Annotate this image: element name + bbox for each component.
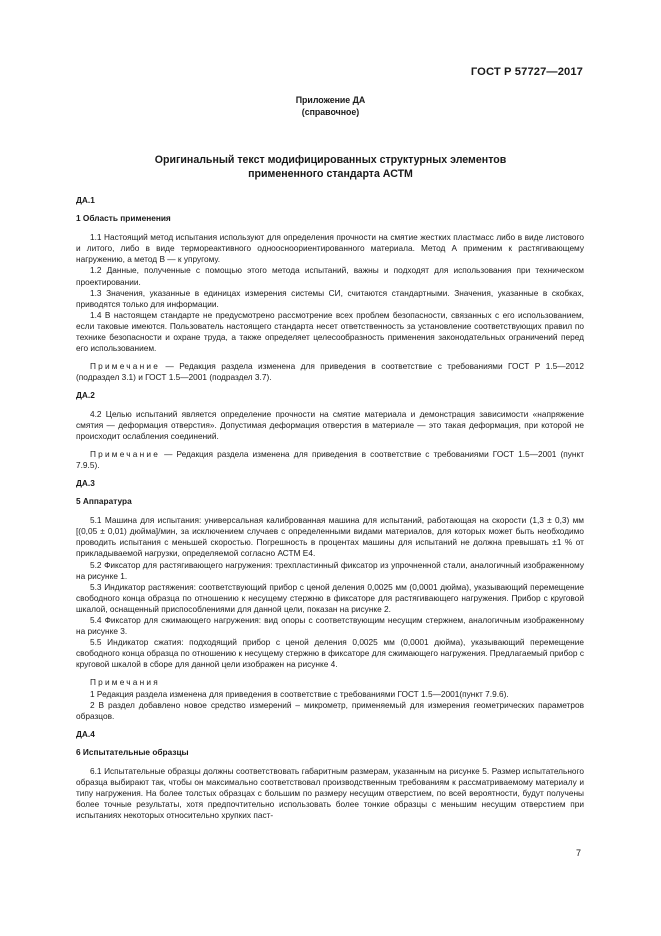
section-label-da3: ДА.3	[76, 477, 95, 488]
paragraph-5-5: 5.5 Индикатор сжатия: подходящий прибор с ценой деления 0,0025 мм (0,0001 дюйма), указывающий перемещение свободного конца образца по отношению к несущему стержню в фиксаторе для сжимающего нагружения. Предлагаемый прибор с круговой шкалой в сборе для данной цели изображен на рисунке 4.	[76, 637, 584, 670]
note-label: Примечание	[90, 448, 161, 459]
note-text: — Редакция раздела изменена для приведения в соответствие с требованиями ГОСТ Р 1.5—2012 (подраздел 3.1) и ГОСТ 1.5—2001 (подраздел 3.7).	[76, 361, 584, 383]
note-da2	[76, 449, 584, 471]
paragraph-5-1: 5.1 Машина для испытания: универсальная калиброванная машина для испытаний, работающая на скорости (1,3 ± 0,3) мм [(0,05 ± 0,01) дюйма]/мин, за исключением случаев с определенными видами материалов, для которых может быть необходимо проводить испытания с меньшей скоростью. Погрешность в процентах машины для испытаний не должна превышать ±1 % от прикладываемой нагрузки, определяемой согласно АСТМ Е4.	[76, 515, 584, 559]
section-label-da1: ДА.1	[76, 195, 95, 205]
section-heading-apparatus: 5 Аппаратура	[76, 496, 132, 507]
paragraph-1-1: 1.1 Настоящий метод испытания используют для определения прочности на смятие жестких пластмасс либо в виде листового и литого, либо в виде термореактивного одноосноориентированного материала. Метод А применим к растягивающему нагружению, а метод В — к упругому.	[76, 232, 584, 265]
appendix-subtitle: (справочное)	[301, 107, 360, 117]
note-label: Примечание	[90, 361, 161, 372]
paragraph-1-2: 1.2 Данные, полученные с помощью этого метода испытаний, важны и подходят для использования при техническом проектировании.	[76, 265, 584, 287]
appendix-title: Приложение ДА	[295, 95, 366, 105]
document-body	[76, 195, 584, 822]
note-text: — Редакция раздела изменена для приведения в соответствие с требованиями ГОСТ 1.5—2001 (пункт 7.9.5).	[76, 448, 584, 470]
paragraph-6-1: 6.1 Испытательные образцы должны соответствовать габаритным размерам, указанным на рисунке 5. Размер испытательного образца выбирают так, чтобы он максимально соответствовал производственным требованиям к рассматриваемому материалу и типу нагружения. На более толстых образцах с большим по размеру несущим отверстием, по всей вероятности, будут получены более точные результаты, хотя предпочтительно использовать более тонкие образцы с меньшим несущим отверстием при испытаниях некоторых относительно хрупких паст-	[76, 766, 584, 821]
paragraph-1-3: 1.3 Значения, указанные в единицах измерения системы СИ, считаются стандартными. Значения, указанные в скобках, приводятся только для информации.	[76, 287, 584, 309]
page-number: 7	[575, 848, 581, 858]
document-number: ГОСТ Р 57727—2017	[470, 66, 583, 78]
paragraph-5-4: 5.4 Фиксатор для сжимающего нагружения: вид опоры с соответствующим несущим стержнем, аналогичным изображенному на рисунке 3.	[76, 615, 584, 637]
note-da1	[76, 361, 584, 383]
note-item-2: 2 В раздел добавлено новое средство измерений – микрометр, применяемый для измерения геометрических параметров образцов.	[76, 699, 584, 721]
notes-label: Примечания	[90, 677, 160, 688]
heading-line-2: примененного стандарта АСТМ	[248, 168, 413, 180]
section-label-da2: ДА.2	[76, 390, 95, 401]
paragraph-1-4: 1.4 В настоящем стандарте не предусмотрено рассмотрение всех проблем безопасности, связанных с его использованием, если таковые имеются. Пользователь настоящего стандарта несет ответственность за установление соответствующих правил по технике безопасности и охране труда, а также определяет целесообразность применения законодательных ограничений перед его использованием.	[76, 309, 584, 354]
paragraph-5-3: 5.3 Индикатор растяжения: соответствующий прибор с ценой деления 0,0025 мм (0,0001 дюйма), указывающий перемещение свободного конца образца по отношению к несущему стержню в фиксаторе для растягивающего нагружения. Прибор с круговой шкалой, оснащенный приспособлениями для данной цели, показан на рисунке 2.	[76, 581, 584, 614]
paragraph-5-2: 5.2 Фиксатор для растягивающего нагружения: трехпластинный фиксатор из упрочненной стали, аналогичный изображенному на рисунке 1.	[76, 559, 584, 581]
section-heading-scope: 1 Область применения	[76, 213, 171, 224]
section-heading-specimens: 6 Испытательные образцы	[76, 746, 189, 757]
paragraph-4-2: 4.2 Целью испытаний является определение прочности на смятие материала и демонстрация зависимости «напряжение смятия — деформация отверстия». Допустимая деформация отверстия в материале — это такая деформация, при которой не происходит ослабления соединений.	[76, 408, 584, 441]
note-item-1: 1 Редакция раздела изменена для приведения в соответствие с требованиями ГОСТ 1.5—2001(пункт 7.9.6).	[90, 688, 509, 699]
heading-line-1: Оригинальный текст модифицированных структурных элементов	[154, 154, 507, 166]
section-label-da4: ДА.4	[76, 728, 95, 739]
